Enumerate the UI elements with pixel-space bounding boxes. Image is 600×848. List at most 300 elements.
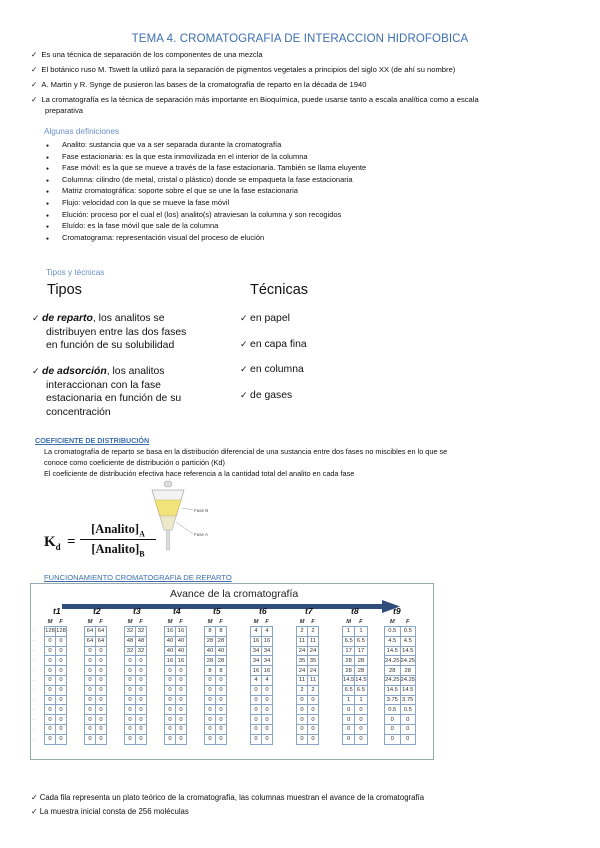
table-cell: 0 (56, 724, 67, 734)
table-cell: 0 (85, 656, 96, 666)
table-cell: 0 (56, 695, 67, 705)
table-cell: 0 (176, 666, 187, 676)
table-cell: 0 (85, 724, 96, 734)
definition-text: Analito: sustancia que va a ser separada durante la cromatografía (62, 140, 282, 149)
table-cell: 14.5 (385, 685, 401, 695)
table-cell: 0 (308, 715, 319, 725)
tipo-description: distribuyen entre las dos fases (46, 326, 187, 338)
bullet-icon: ● (46, 154, 50, 161)
table-cell: 0 (45, 685, 56, 695)
tipo-description: en función de su solubilidad (46, 340, 175, 351)
table-cell: 16 (176, 627, 187, 637)
table-cell: 48 (125, 636, 136, 646)
coef-paragraph-2: conoce como coeficiente de distribución o partición (Kd) (44, 458, 225, 467)
table-row (297, 666, 319, 676)
definitions-list (46, 140, 366, 244)
table-cell: 0 (385, 715, 401, 725)
intro-text: El botánico ruso M. Tswett la utilizó para la separación de pigmentos vegetales a principios del siglo XX (de ahí su nombre) (41, 65, 456, 74)
table-cell: 24.25 (400, 677, 416, 684)
table-cell: 0 (85, 646, 96, 656)
table-cell: 1 (343, 627, 355, 637)
table-cell: 0 (125, 685, 136, 695)
table-cell: 0 (125, 656, 136, 666)
table-cell: 0 (45, 734, 56, 744)
table-row (385, 666, 416, 676)
definition-item (46, 198, 366, 210)
stationary-phase-header: F (219, 619, 223, 625)
tecnica-item (240, 390, 292, 401)
table-cell: 0 (45, 724, 56, 734)
table-cell: 34 (262, 646, 273, 656)
table-row (343, 685, 368, 695)
table-cell: 0 (165, 685, 176, 695)
table-row (251, 666, 273, 676)
table-row (205, 675, 227, 685)
table-cell: 0 (251, 705, 262, 715)
table-cell: 8 (216, 666, 227, 676)
table-row (343, 675, 368, 685)
table-cell: 6.5 (343, 636, 355, 646)
table-cell: 0 (165, 675, 176, 685)
table-cell: 0 (176, 724, 187, 734)
table-cell: 0 (96, 705, 107, 715)
table-row (125, 734, 147, 744)
mobile-phase-header: M (346, 619, 352, 625)
table-cell: 0 (308, 705, 319, 715)
table-cell: 2 (308, 685, 319, 695)
table-row (385, 685, 416, 695)
table-cell: 0 (125, 724, 136, 734)
table-cell: 0 (400, 724, 416, 734)
stationary-phase-header: F (139, 619, 143, 625)
table-cell: 0 (165, 666, 176, 676)
table-cell: 0 (56, 715, 67, 725)
table-row (45, 695, 67, 705)
table-cell: 32 (125, 646, 136, 656)
table-cell: 0 (45, 675, 56, 685)
table-cell: 40 (165, 646, 176, 656)
table-cell: 0 (308, 734, 319, 744)
table-cell: 64 (85, 627, 96, 637)
table-cell: 28 (355, 656, 367, 666)
table-row (165, 627, 187, 637)
table-row (85, 724, 107, 734)
table-cell: 24 (308, 646, 319, 656)
row-marker: · (33, 736, 35, 743)
table-row (297, 734, 319, 744)
plate-column-table (124, 618, 147, 745)
table-row (85, 666, 107, 676)
table-cell: 28 (216, 636, 227, 646)
table-row (297, 636, 319, 646)
definition-item (46, 140, 366, 152)
table-cell: 0 (85, 705, 96, 715)
separatory-funnel-illustration (138, 478, 218, 558)
definition-text: Columna: cilindro (de metal, cristal o plástico) donde se empaqueta la fase estacionaria (62, 174, 353, 184)
footer-note-1: ✓ Cada fila representa un plato teórico de la cromatografía, las columnas muestran el avance de la cromatografía (31, 793, 425, 802)
table-cell: 0 (96, 675, 107, 685)
table-row (85, 715, 107, 725)
definition-text: Fase estacionaria: es la que esta inmovilizada en el interior de la columna (62, 151, 308, 161)
table-cell: 28 (343, 666, 355, 676)
table-cell: 0 (205, 675, 216, 685)
definition-text: Cromatograma: representación visual del proceso de elución (62, 232, 265, 242)
table-cell: 0 (385, 724, 401, 734)
table-cell: 3.75 (385, 695, 401, 705)
table-row (165, 695, 187, 705)
time-step-label: t6 (259, 606, 267, 616)
table-cell: 0 (205, 715, 216, 725)
table-row (343, 695, 368, 705)
table-cell: 0 (216, 675, 227, 685)
table-row (251, 705, 273, 715)
check-icon: ✓ (240, 364, 251, 374)
table-cell: 0 (96, 685, 107, 695)
table-cell: 0 (56, 685, 67, 695)
intro-item (31, 64, 455, 75)
table-cell: 0 (251, 715, 262, 725)
table-row (205, 705, 227, 715)
table-cell: 11 (308, 636, 319, 646)
table-cell: 0 (251, 724, 262, 734)
table-row (85, 695, 107, 705)
table-row (165, 675, 187, 685)
table-cell: 0 (136, 685, 147, 695)
table-row (251, 627, 273, 637)
table-cell: 14.5 (400, 646, 416, 656)
mobile-phase-header: M (127, 619, 133, 625)
table-cell: 0 (165, 724, 176, 734)
intro-text: Es una técnica de separación de los componentes de una mezcla (41, 50, 263, 59)
table-cell: 14.5 (355, 677, 367, 684)
table-cell: 0 (251, 685, 262, 695)
table-cell: 0 (297, 715, 308, 725)
table-row (297, 656, 319, 666)
row-marker: · (33, 657, 35, 664)
stationary-phase-header: F (311, 619, 315, 625)
bullet-icon: ● (46, 235, 50, 242)
table-cell: 24.25 (385, 657, 400, 664)
table-row (125, 715, 147, 725)
table-cell: 0 (343, 715, 355, 725)
table-row (165, 705, 187, 715)
table-cell: 0 (165, 695, 176, 705)
table-row (85, 705, 107, 715)
table-cell: 16 (251, 636, 262, 646)
bullet-icon: ● (46, 177, 50, 184)
table-cell: 0.5 (400, 705, 416, 715)
table-row (205, 724, 227, 734)
definition-item (46, 152, 366, 164)
plate-column-table (342, 618, 368, 745)
table-cell: 0 (176, 695, 187, 705)
row-marker: · (33, 647, 35, 654)
time-step-label: t4 (173, 606, 181, 616)
table-cell: 28 (355, 666, 367, 676)
table-row (385, 656, 416, 666)
table-row (297, 685, 319, 695)
defs-subtitle: Algunas definiciones (44, 127, 120, 136)
table-cell: 0 (308, 695, 319, 705)
table-cell: 0 (216, 734, 227, 744)
table-cell: 16 (165, 656, 176, 666)
table-cell: 16 (165, 627, 176, 637)
table-cell: 0 (45, 715, 56, 725)
tipo-name: de reparto (42, 313, 93, 324)
footer-note-2: ✓ La muestra inicial consta de 256 moléculas (31, 807, 189, 816)
plate-column-table (44, 618, 67, 745)
table-cell: 0 (216, 715, 227, 725)
intro-item (31, 94, 479, 105)
table-row (385, 636, 416, 646)
table-cell: 0 (216, 705, 227, 715)
table-cell: 0 (136, 695, 147, 705)
tecnica-label: en capa fina (250, 339, 307, 350)
table-cell: 14.5 (400, 685, 416, 695)
tipo-item (32, 312, 186, 353)
table-cell: 0 (45, 636, 56, 646)
table-cell: 24.25 (400, 657, 416, 664)
table-cell: 128 (56, 628, 66, 635)
table-cell: 0 (251, 695, 262, 705)
table-cell: 48 (136, 636, 147, 646)
table-cell: 8 (216, 627, 227, 637)
table-row (45, 715, 67, 725)
table-cell: 11 (308, 675, 319, 685)
table-cell: 28 (385, 666, 401, 676)
table-cell: 4 (262, 675, 273, 685)
time-step-label: t8 (351, 606, 359, 616)
table-cell: 0 (136, 656, 147, 666)
table-row (125, 636, 147, 646)
check-icon: ✓ (31, 80, 38, 89)
table-cell: 0 (136, 705, 147, 715)
row-marker: · (33, 717, 35, 724)
definition-item (46, 186, 366, 198)
definition-item (46, 163, 366, 175)
table-row (297, 705, 319, 715)
table-row (85, 636, 107, 646)
table-row (297, 715, 319, 725)
table-row (251, 646, 273, 656)
table-cell: 32 (136, 646, 147, 656)
definition-item (46, 221, 366, 233)
table-cell: 35 (297, 656, 308, 666)
tecnica-item (240, 339, 307, 350)
table-cell: 0 (45, 656, 56, 666)
table-cell: 0 (205, 695, 216, 705)
table-cell: 0 (56, 734, 67, 744)
table-cell: 0 (96, 734, 107, 744)
stationary-phase-header: F (359, 619, 363, 625)
table-cell: 24 (308, 666, 319, 676)
bullet-icon: ● (46, 212, 50, 219)
table-cell: 6.5 (355, 685, 367, 695)
definition-item (46, 210, 366, 222)
table-row (45, 734, 67, 744)
table-cell: 28 (205, 656, 216, 666)
table-row (45, 627, 67, 637)
table-row (45, 666, 67, 676)
table-cell: 3.75 (400, 695, 416, 705)
tecnicas-heading: Técnicas (250, 282, 309, 298)
table-cell: 0 (176, 734, 187, 744)
table-row (165, 656, 187, 666)
table-cell: 28 (216, 656, 227, 666)
table-cell: 0 (262, 685, 273, 695)
table-cell: 0 (45, 695, 56, 705)
table-cell: 0 (205, 705, 216, 715)
intro-item (31, 49, 263, 60)
stationary-phase-header: F (59, 619, 63, 625)
table-cell: 0 (85, 685, 96, 695)
table-row (205, 646, 227, 656)
table-row (205, 715, 227, 725)
table-row (343, 724, 368, 734)
table-row (165, 685, 187, 695)
table-cell: 0 (125, 705, 136, 715)
table-cell: 0 (343, 724, 355, 734)
table-cell: 0 (96, 656, 107, 666)
table-row (205, 695, 227, 705)
plate-column-table (204, 618, 227, 745)
table-row (85, 685, 107, 695)
table-cell: 16 (262, 666, 273, 676)
stationary-phase-header: F (406, 619, 410, 625)
mobile-phase-header: M (47, 619, 53, 625)
tecnica-item (240, 364, 304, 375)
table-row (297, 627, 319, 637)
table-cell: 0 (85, 675, 96, 685)
table-row (343, 656, 368, 666)
table-row (45, 636, 67, 646)
table-cell: 28 (343, 656, 355, 666)
table-cell: 0.5 (400, 627, 416, 637)
tipo-item (32, 365, 181, 419)
check-icon: ✓ (240, 313, 251, 323)
table-row (343, 715, 368, 725)
table-cell: 0 (355, 724, 367, 734)
table-cell: 11 (297, 675, 308, 685)
table-row (85, 627, 107, 637)
table-cell: 0 (205, 685, 216, 695)
table-row (385, 724, 416, 734)
plate-column-table (384, 618, 416, 745)
table-cell: 0 (205, 734, 216, 744)
table-row (125, 705, 147, 715)
time-step-label: t7 (305, 606, 313, 616)
time-step-label: t5 (213, 606, 221, 616)
table-cell: 2 (297, 627, 308, 637)
table-cell: 24 (297, 646, 308, 656)
table-row (205, 666, 227, 676)
table-cell: 0.5 (385, 705, 401, 715)
table-cell: 34 (251, 646, 262, 656)
table-cell: 0 (297, 724, 308, 734)
bullet-icon: ● (46, 166, 50, 173)
intro-text: La cromatografía es la técnica de separación más importante en Bioquímica, puede usarse tanto a escala analítica como a escala (41, 95, 479, 104)
table-row (385, 627, 416, 637)
table-row (385, 646, 416, 656)
table-cell: 0 (216, 685, 227, 695)
table-row (165, 646, 187, 656)
table-cell: 0 (165, 734, 176, 744)
table-cell: 0 (136, 675, 147, 685)
table-cell: 0 (262, 695, 273, 705)
table-cell: 1 (355, 695, 367, 705)
stationary-phase-header: F (99, 619, 103, 625)
mobile-phase-header: M (253, 619, 259, 625)
table-row (165, 734, 187, 744)
table-row (85, 675, 107, 685)
table-row (251, 715, 273, 725)
mobile-phase-header: M (389, 619, 395, 625)
intro-item (31, 79, 366, 90)
table-cell: 0 (251, 734, 262, 744)
table-cell: 0 (355, 705, 367, 715)
tipos-heading: Tipos (47, 282, 82, 298)
row-marker: · (33, 667, 35, 674)
plate-column-table (84, 618, 107, 745)
table-cell: 0 (297, 695, 308, 705)
table-row (125, 646, 147, 656)
table-cell: 0 (297, 705, 308, 715)
table-row (165, 715, 187, 725)
table-cell: 0 (262, 705, 273, 715)
table-cell: 40 (165, 636, 176, 646)
table-row (125, 724, 147, 734)
fase-a-label: Fase A (194, 532, 209, 537)
bullet-icon: ● (46, 224, 50, 231)
table-cell: 0 (96, 666, 107, 676)
table-row (251, 675, 273, 685)
tecnica-label: en papel (250, 313, 290, 324)
table-row (251, 685, 273, 695)
definition-text: Flujo: velocidad con la que se mueve la fase móvil (62, 197, 230, 207)
table-cell: 34 (251, 656, 262, 666)
tipo-description: concentración (46, 406, 111, 418)
table-cell: 0 (165, 715, 176, 725)
table-cell: 16 (176, 656, 187, 666)
table-cell: 35 (308, 656, 319, 666)
table-cell: 11 (297, 636, 308, 646)
table-cell: 40 (216, 646, 227, 656)
table-cell: 4.5 (385, 636, 401, 646)
table-cell: 0 (136, 666, 147, 676)
table-cell: 0 (216, 724, 227, 734)
table-row (125, 695, 147, 705)
table-row (85, 656, 107, 666)
table-row (343, 646, 368, 656)
stationary-phase-header: F (265, 619, 269, 625)
table-cell: 0 (355, 715, 367, 725)
table-row (297, 675, 319, 685)
table-row (251, 724, 273, 734)
table-row (343, 666, 368, 676)
table-cell: 0 (56, 656, 67, 666)
plate-column-table (250, 618, 273, 745)
table-cell: 0 (56, 666, 67, 676)
table-cell: 64 (85, 636, 96, 646)
table-cell: 0 (125, 666, 136, 676)
table-row (205, 636, 227, 646)
table-cell: 24 (297, 666, 308, 676)
table-cell: 0 (56, 675, 67, 685)
bullet-icon: ● (46, 189, 50, 196)
tecnica-label: en columna (250, 364, 304, 375)
table-row (385, 734, 416, 744)
table-row (45, 685, 67, 695)
